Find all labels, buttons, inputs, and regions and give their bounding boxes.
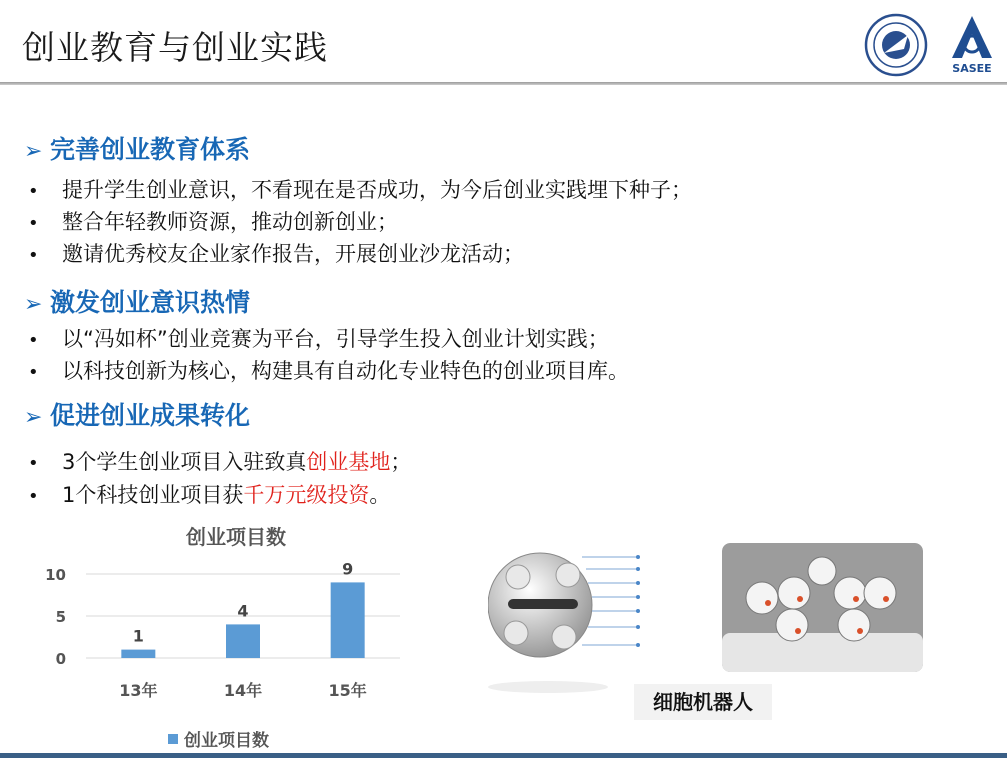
y-tick-label: 0: [55, 650, 66, 668]
y-tick-label: 10: [45, 566, 66, 584]
data-label: 1: [132, 626, 144, 646]
logo-text: SASEE: [952, 62, 992, 75]
data-label: 4: [237, 601, 249, 621]
chart-canvas: [36, 518, 426, 758]
legend-swatch: [168, 734, 178, 744]
x-tick-label: 15年: [328, 681, 367, 700]
list-item: • 3个学生创业项目入驻致真创业基地；: [28, 450, 412, 474]
university-seal-icon: [864, 13, 928, 77]
bar-15年: [331, 582, 365, 658]
data-label: 9: [342, 559, 354, 579]
arrow-icon: ➢: [24, 292, 43, 317]
arrow-icon: ➢: [24, 405, 43, 430]
slide-title: 创业教育与创业实践: [22, 28, 328, 67]
bar-13年: [121, 650, 155, 658]
title-divider: [0, 82, 1007, 85]
x-tick-label: 14年: [223, 681, 263, 700]
bar-chart: [36, 518, 426, 758]
bar-14年: [226, 624, 260, 658]
x-tick-label: 13年: [119, 681, 158, 700]
section-heading-2: ➢ 激发创业意识热情: [24, 288, 251, 317]
cell-robot-photo-image: [722, 543, 923, 672]
chart-title: 创业项目数: [186, 525, 286, 549]
list-item: • 整合年轻教师资源，推动创新创业；: [28, 210, 398, 234]
section-heading-3: ➢ 促进创业成果转化: [24, 401, 251, 430]
y-tick-label: 5: [55, 608, 66, 626]
list-item: • 提升学生创业意识，不看现在是否成功，为今后创业实践埋下种子；: [28, 178, 692, 202]
list-item: • 1个科技创业项目获千万元级投资。: [28, 483, 391, 507]
list-item: • 邀请优秀校友企业家作报告，开展创业沙龙活动；: [28, 242, 524, 266]
arrow-icon: ➢: [24, 139, 43, 164]
footer-divider: [0, 753, 1007, 758]
robot-caption: 细胞机器人: [634, 684, 772, 720]
cell-robot-diagram-image: [488, 537, 688, 707]
legend-label: 创业项目数: [184, 731, 269, 751]
list-item: • 以科技创新为核心，构建具有自动化专业特色的创业项目库。: [28, 359, 629, 383]
list-item: • 以“冯如杯”创业竞赛为平台，引导学生投入创业计划实践；: [28, 327, 609, 351]
section-heading-1: ➢ 完善创业教育体系: [24, 135, 251, 164]
sasee-logo-icon: [944, 14, 1000, 76]
